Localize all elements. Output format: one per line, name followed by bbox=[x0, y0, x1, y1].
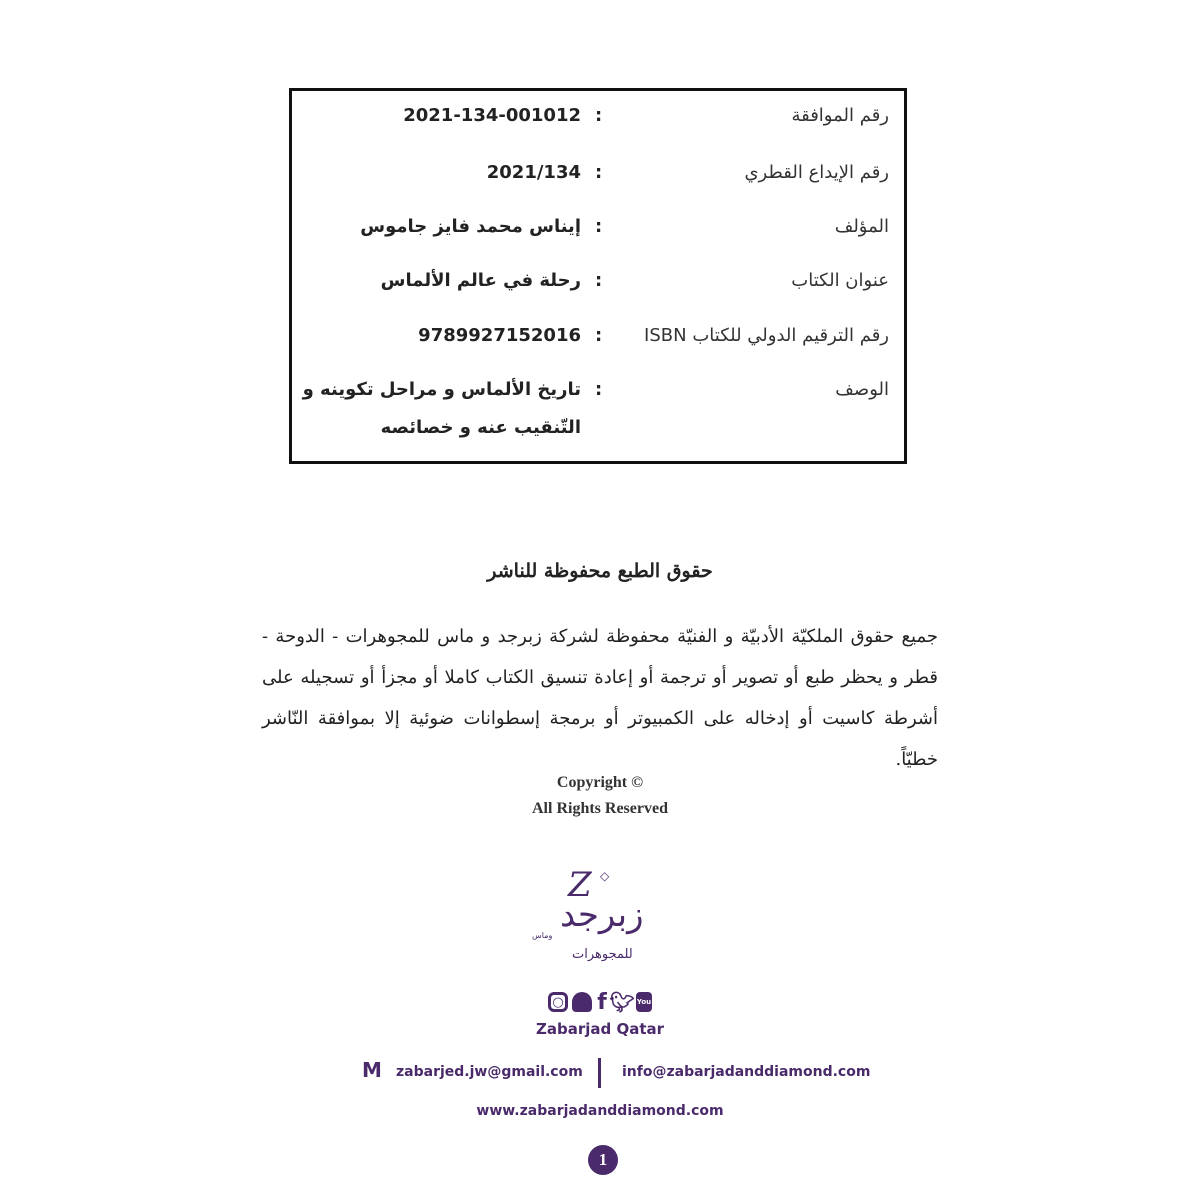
page-number: 1 bbox=[588, 1145, 618, 1175]
colon: : bbox=[595, 162, 603, 183]
mail-icon: M bbox=[362, 1058, 382, 1082]
rights-paragraph: جميع حقوق الملكيّة الأدبيّة و الفنيّة محفوظة لشركة زبرجد و ماس للمجوهرات - الدوحة - قطر و يحظر طبع أو تصوير أو ترجمة أو إعادة تنسيق الكتاب كاملا أو مجزأ أو تسجيله على أشرطة كاسيت أو إدخاله على الكمبيوتر أو برمجة إسطوانات ضوئية إلا بموافقة النّاشر خطيّاً. bbox=[262, 626, 938, 770]
info-row-approval bbox=[292, 105, 904, 145]
copyright-line: Copyright © bbox=[556, 774, 644, 791]
info-label: رقم الإيداع القطري bbox=[744, 162, 889, 183]
snapchat-icon[interactable] bbox=[572, 992, 592, 1012]
info-value: 2021-134-001012 bbox=[403, 105, 581, 126]
publisher-logo bbox=[530, 865, 680, 970]
info-label: عنوان الكتاب bbox=[791, 270, 889, 291]
twitter-icon[interactable]: 🐦︎ bbox=[609, 990, 635, 1014]
logo-tag: للمجوهرات bbox=[572, 947, 633, 962]
logo-letter: Z bbox=[568, 865, 592, 905]
colon: : bbox=[595, 325, 603, 346]
email-gmail[interactable]: zabarjed.jw@gmail.com bbox=[396, 1064, 583, 1080]
info-value: رحلة في عالم الألماس bbox=[380, 270, 581, 291]
website-link[interactable]: www.zabarjadanddiamond.com bbox=[476, 1103, 724, 1119]
colon: : bbox=[595, 379, 603, 400]
instagram-icon[interactable]: ○ bbox=[548, 992, 568, 1012]
contact-separator bbox=[598, 1058, 601, 1088]
info-row-deposit bbox=[292, 162, 904, 202]
info-label: الوصف bbox=[835, 379, 889, 400]
info-row-title bbox=[292, 270, 904, 310]
colon: : bbox=[595, 216, 603, 237]
logo-name: زبرجد bbox=[560, 895, 644, 935]
info-label: رقم الموافقة bbox=[791, 105, 889, 126]
logo-sub: وماس bbox=[532, 931, 553, 940]
book-info-table bbox=[289, 88, 907, 464]
info-value: 2021/134 bbox=[486, 162, 581, 183]
colon: : bbox=[595, 270, 603, 291]
rights-heading: حقوق الطبع محفوظة للناشر bbox=[487, 560, 713, 582]
info-row-author bbox=[292, 216, 904, 256]
social-icons bbox=[0, 989, 1200, 1015]
youtube-icon[interactable]: You bbox=[636, 992, 652, 1012]
all-rights-line: All Rights Reserved bbox=[532, 800, 668, 817]
colon: : bbox=[595, 105, 603, 126]
diamond-icon: ◇ bbox=[600, 869, 610, 883]
social-handle: Zabarjad Qatar bbox=[535, 1020, 665, 1038]
info-row-description bbox=[292, 379, 904, 459]
facebook-icon[interactable]: f bbox=[597, 989, 607, 1015]
info-label: المؤلف bbox=[834, 216, 889, 237]
email-info[interactable]: info@zabarjadanddiamond.com bbox=[622, 1064, 871, 1080]
info-row-isbn bbox=[292, 325, 904, 365]
info-label: رقم الترقيم الدولي للكتاب ISBN bbox=[644, 325, 889, 346]
info-value: إيناس محمد فايز جاموس bbox=[360, 216, 581, 237]
info-value: تاريخ الألماس و مراحل تكوينه و التّنقيب عنه و خصائصه bbox=[302, 379, 581, 438]
info-value: 9789927152016 bbox=[418, 325, 581, 346]
